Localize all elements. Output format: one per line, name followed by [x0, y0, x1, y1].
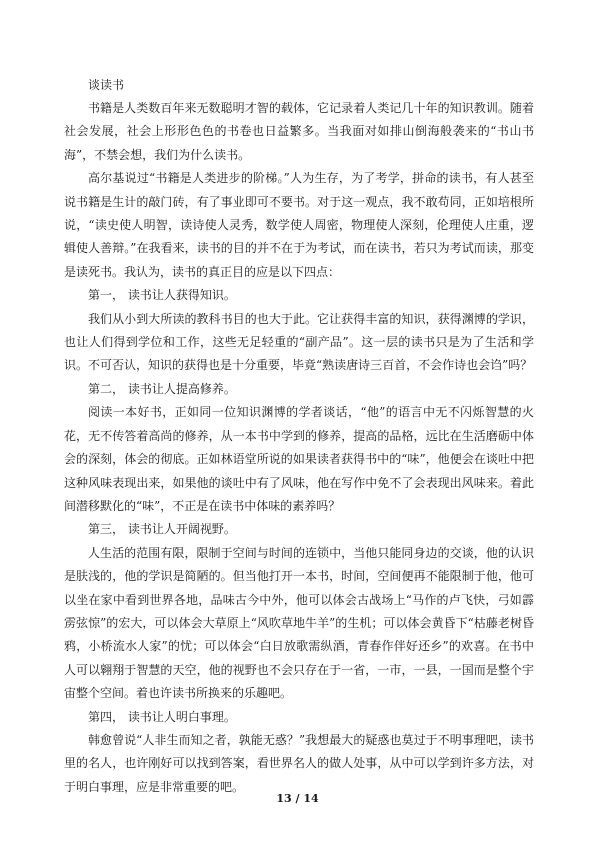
paragraph-horizon: 人生活的范围有限，限制于空间与时间的连锁中，当他只能同身边的交谈，他的认识是肤浅的，他的学识是简陋的。但当他打开一本书，时间，空间便再不能限制于他，他可以坐在家中看到世界各地，品味古今中外，他可以体会古战场上“马作的卢飞快，弓如霹雳弦惊”的宏大，可以体会大草原上“风吹草地牛羊”的生机；可以体会黄昏下“枯藤老树昏鸦，小桥流水人家”的忧；可以体会“白日放歌需纵酒，青春作伴好还乡”的欢喜。在书中人可以翱翔于智慧的天空，他的视野也不会只存在于一省，一市，一县，一国而是整个宇宙整个空间。着也许读书所换来的乐趣吧。 [64, 545, 534, 701]
paragraph-knowledge: 我们从小到大所读的教科书目的也大于此。它让获得丰富的知识，获得渊博的学识，也让人们得到学位和工作，这些无足轻重的“副产品”。这一层的读书只是为了生活和学识。不可否认，知识的获得也是十分重要，毕竟“熟读唐诗三百首，不会作诗也会诌”吗？ [64, 311, 534, 373]
section-heading-reason: 第四， 读书让人明白事理。 [88, 709, 236, 724]
page-number: 13 / 14 [276, 792, 319, 805]
paragraph-intro: 书籍是人类数百年来无数聪明才智的载体，它记录着人类记几十年的知识教训。随着社会发展，社会上形形色色的书卷也日益繁多。当我面对如排山倒海般袭来的“书山书海”，不禁会想，我们为什么读书。 [64, 101, 534, 162]
paragraph-gorky-quote: 高尔基说过“书籍是人类进步的阶梯。”人为生存，为了考学，拼命的读书，有人甚至说书籍是生计的敲门砖，有了事业即可不要书。对于这一观点，我不敢苟同，正如培根所说，“读史使人明智，读诗使人灵秀，数学使人周密，物理使人深刻，伦理使人庄重，逻辑使人善辩。”在我看来，读书的目的并不在于为考试，而在读书，若只为考试而读，那变是读死书。我认为，读书的真正目的应是以下四点： [64, 171, 534, 279]
section-heading-knowledge: 第一， 读书让人获得知识。 [88, 288, 236, 303]
document-title: 谈读书 [88, 78, 125, 92]
paragraph-reason: 韩愈曾说“人非生而知之者，孰能无惑？”我想最大的疑惑也莫过于不明事理吧，读书里的名人，也许刚好可以找到答案，看世界名人的做人处事，从中可以学到许多方法，对于明白事理，应是非常重要的吧。 [64, 732, 534, 794]
document-body [64, 74, 534, 799]
section-heading-cultivation: 第二， 读书让人提高修养。 [88, 381, 236, 396]
section-heading-horizon: 第三， 读书让人开阔视野。 [88, 522, 236, 537]
paragraph-cultivation: 阅读一本好书，正如同一位知识渊博的学者谈话，“他”的语言中无不闪烁智慧的火花，无不传答着高尚的修养，从一本书中学到的修养，提高的品格，远比在生活磨砺中体会的深刻，体会的彻底。正如林语堂所说的如果读者获得书中的“味”，他便会在谈吐中把这种风味表现出来，如果他的谈吐中有了风味，他在写作中免不了会表现出风味来。着此间潜移默化的“味”，不正是在读书中体味的素养吗？ [64, 405, 534, 513]
